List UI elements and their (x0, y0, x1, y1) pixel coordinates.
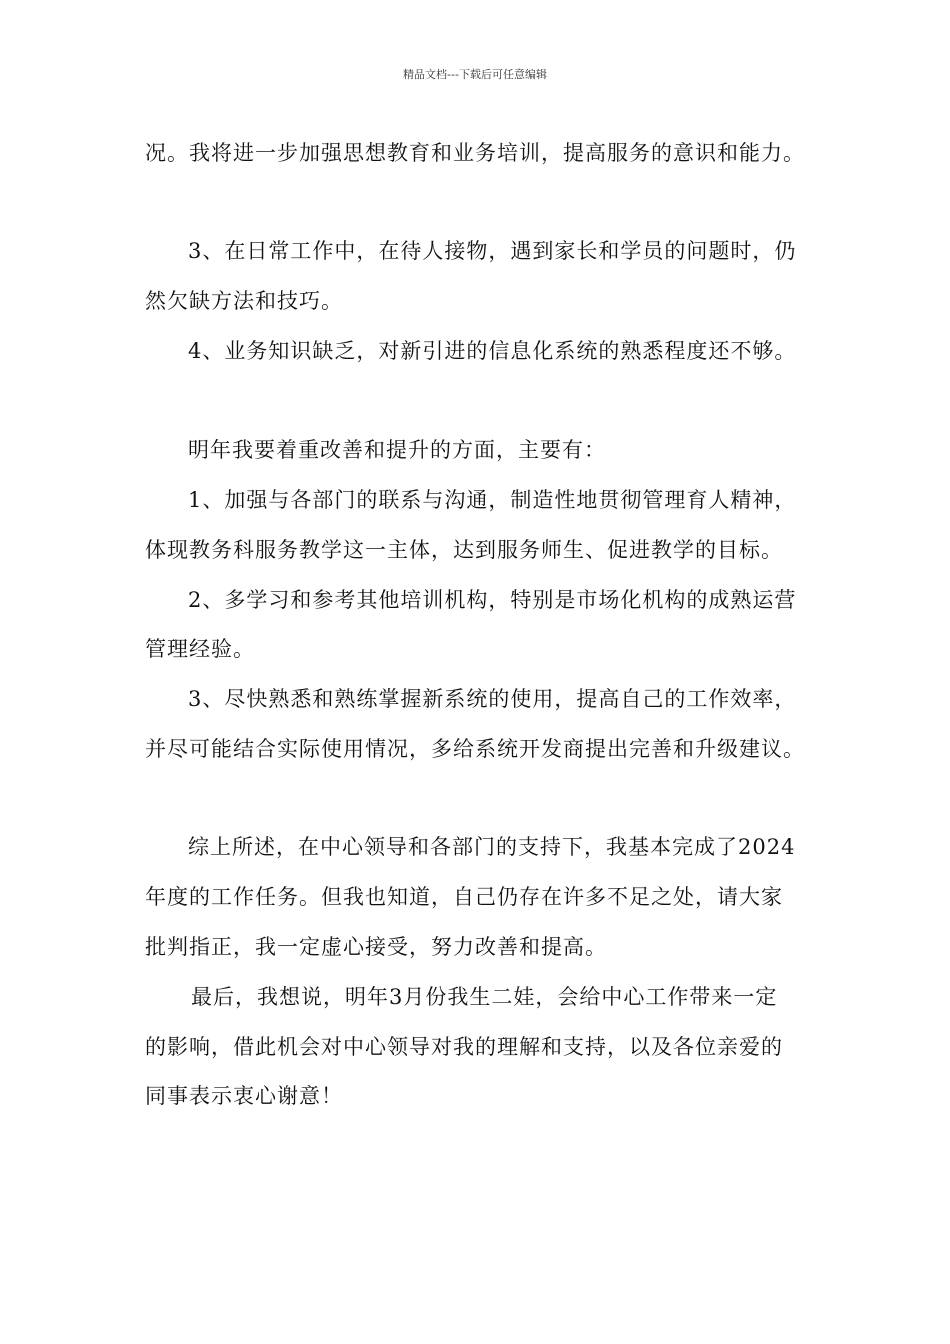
paragraph-line: 的影响，借此机会对中心领导对我的理解和支持，以及各位亲爱的 (145, 1035, 783, 1059)
paragraph-line: 2、多学习和参考其他培训机构，特别是市场化机构的成熟运营 (188, 588, 797, 612)
paragraph-line: 批判指正，我一定虚心接受，努力改善和提高。 (145, 935, 607, 959)
paragraph-line: 1、加强与各部门的联系与沟通，制造性地贯彻管理育人精神， (188, 488, 797, 512)
paragraph-line: 并尽可能结合实际使用情况，多给系统开发商提出完善和升级建议。 (145, 737, 805, 761)
paragraph-line: 最后，我想说，明年3月份我生二娃，会给中心工作带来一定 (191, 985, 778, 1009)
paragraph-line: 体现教务科服务教学这一主体，达到服务师生、促进教学的目标。 (145, 538, 783, 562)
paragraph-line: 3、尽快熟悉和熟练掌握新系统的使用，提高自己的工作效率， (188, 687, 797, 711)
paragraph-line: 综上所述，在中心领导和各部门的支持下，我基本完成了2024 (188, 835, 796, 859)
paragraph-line: 年度的工作任务。但我也知道，自己仍存在许多不足之处，请大家 (145, 885, 783, 909)
paragraph-line: 4、业务知识缺乏，对新引进的信息化系统的熟悉程度还不够。 (188, 339, 797, 363)
paragraph-line: 3、在日常工作中，在待人接物，遇到家长和学员的问题时，仍 (188, 239, 797, 263)
paragraph-line: 同事表示衷心谢意！ (145, 1084, 343, 1108)
paragraph-line: 管理经验。 (145, 637, 255, 661)
page-header: 精品文档---下载后可任意编辑 (403, 68, 547, 81)
paragraph-line: 况。我将进一步加强思想教育和业务培训，提高服务的意识和能力。 (145, 141, 805, 165)
paragraph-line: 明年我要着重改善和提升的方面，主要有： (188, 438, 606, 462)
paragraph-line: 然欠缺方法和技巧。 (145, 289, 343, 313)
